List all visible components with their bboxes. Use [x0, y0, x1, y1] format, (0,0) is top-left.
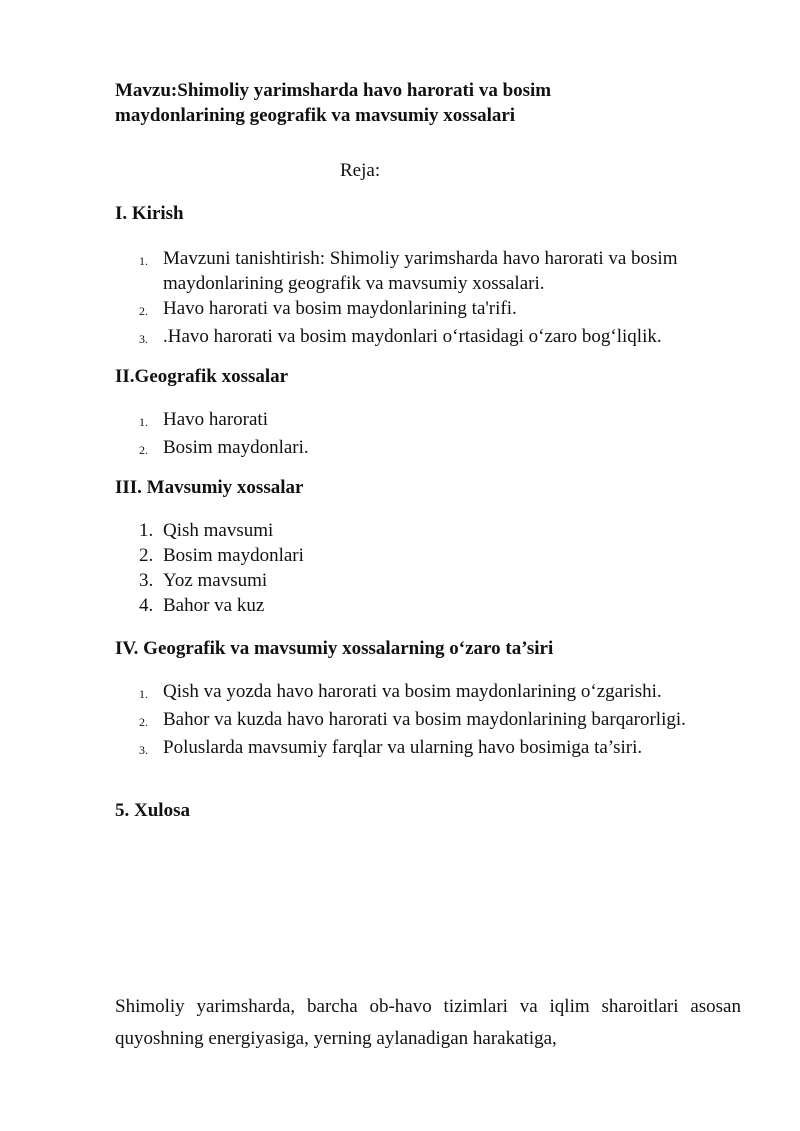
- section-heading-geographic: II.Geografik xossalar: [115, 366, 289, 387]
- list-item-text: Bahor va kuz: [163, 595, 265, 616]
- list-marker: 1.: [139, 687, 148, 701]
- list-marker: 2.: [139, 715, 148, 729]
- list-item: [115, 593, 740, 618]
- list-marker: 3.: [139, 332, 148, 346]
- list-item: [115, 543, 740, 568]
- section-heading-conclusion: 5. Xulosa: [115, 800, 190, 821]
- list-item: [115, 707, 740, 735]
- list-item-text: .Havo harorati va bosim maydonlari o‘rtasidagi o‘zaro bog‘liqlik.: [163, 326, 662, 347]
- section-list-intro: [115, 246, 740, 352]
- list-item: [115, 246, 740, 296]
- list-item-text: Mavzuni tanishtirish: Shimoliy yarimsharda havo harorati va bosim maydonlarining geografik va mavsumiy xossalari.: [163, 248, 678, 294]
- list-marker: 1.: [139, 254, 148, 268]
- list-marker: 4.: [139, 595, 154, 616]
- body-paragraph: Shimoliy yarimsharda, barcha ob-havo tizimlari va iqlim sharoitlari asosan quyoshning energiyasiga, yerning aylanadigan harakatiga,: [115, 996, 741, 1049]
- list-item: [115, 296, 740, 324]
- section-list-interaction: [115, 679, 740, 763]
- list-item-text: Qish va yozda havo harorati va bosim maydonlarining o‘zgarishi.: [163, 681, 662, 702]
- plan-heading: Reja:: [340, 160, 381, 181]
- list-item-text: Havo harorati va bosim maydonlarining ta'rifi.: [163, 298, 517, 319]
- list-marker: 3.: [139, 743, 148, 757]
- list-item: [115, 679, 740, 707]
- list-item: [115, 735, 740, 763]
- list-item-text: Bosim maydonlari: [163, 545, 304, 566]
- list-item-text: Qish mavsumi: [163, 520, 274, 541]
- list-item: [115, 518, 740, 543]
- list-item-text: Bosim maydonlari.: [163, 437, 309, 458]
- list-item-text: Havo harorati: [163, 409, 268, 430]
- list-item: [115, 407, 740, 435]
- document-title: Mavzu:Shimoliy yarimsharda havo harorati va bosim maydonlarining geografik va mavsumiy xossalari: [115, 80, 552, 126]
- list-marker: 1.: [139, 415, 148, 429]
- list-marker: 3.: [139, 570, 154, 591]
- list-item-text: Bahor va kuzda havo harorati va bosim maydonlarining barqarorligi.: [163, 709, 686, 730]
- section-heading-interaction: IV. Geografik va mavsumiy xossalarning o‘zaro ta’siri: [115, 638, 554, 659]
- list-item: [115, 435, 740, 463]
- section-list-seasonal: [115, 518, 740, 618]
- section-heading-seasonal: III. Mavsumiy xossalar: [115, 477, 304, 498]
- list-item-text: Yoz mavsumi: [163, 570, 268, 591]
- list-marker: 2.: [139, 545, 154, 566]
- list-item: [115, 568, 740, 593]
- list-marker: 2.: [139, 304, 148, 318]
- list-marker: 2.: [139, 443, 148, 457]
- section-list-geographic: [115, 407, 740, 463]
- list-marker: 1.: [139, 520, 154, 541]
- list-item-text: Poluslarda mavsumiy farqlar va ularning havo bosimiga ta’siri.: [163, 737, 643, 758]
- section-heading-intro: I. Kirish: [115, 203, 184, 224]
- list-item: [115, 324, 740, 352]
